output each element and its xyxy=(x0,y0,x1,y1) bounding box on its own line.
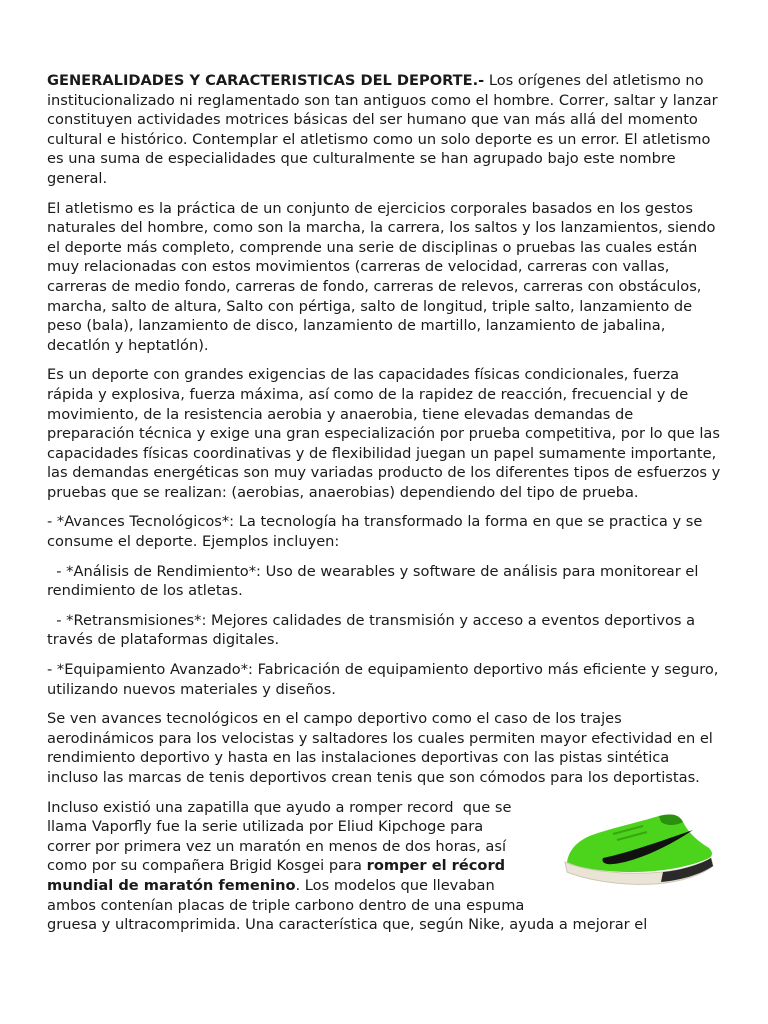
vaporfly-text-bold: romper el récord mundial de maratón femenino xyxy=(47,857,511,894)
paragraph-intro xyxy=(47,71,723,189)
vaporfly-text-before: Incluso existió una zapatilla que ayudo a romper record que se llama Vaporfly fue la serie utilizada por Eliud Kipchoge para correr por primera vez un maratón en menos de dos horas, así como por su compañera Brigid Kosgei para xyxy=(47,798,517,875)
list-item-avances: - *Avances Tecnológicos*: La tecnología ha transformado la forma en que se practica y se consume el deporte. Ejemplos incluyen: xyxy=(47,513,703,551)
list-item-analisis: - *Análisis de Rendimiento*: Uso de wearables y software de análisis para monitorear el rendimiento de los atletas. xyxy=(47,562,704,600)
running-shoe-image xyxy=(543,800,723,892)
running-shoe-icon xyxy=(543,800,723,892)
paragraph-definition: El atletismo es la práctica de un conjunto de ejercicios corporales basados en los gestos naturales del hombre, como son la marcha, la carrera, los saltos y los lanzamientos, siendo el deporte más completo, comprende una serie de disciplinas o pruebas las cuales están muy relacionadas con estos movimientos (carreras de velocidad, carreras con vallas, carreras de medio fondo, carreras de fondo, carreras de relevos, carreras con obstáculos, marcha, salto de altura, Salto con pértiga, salto de longitud, triple salto, lanzamiento de peso (bala), lanzamiento de disco, lanzamiento de martillo, lanzamiento de jabalina, decatlón y heptatlón). xyxy=(47,199,716,354)
intro-text: Los orígenes del atletismo no institucionalizado ni reglamentado son tan antiguos como el hombre. Correr, saltar y lanzar constituyen actividades motrices básicas del ser humano que van más allá del momento cultural e histórico. Contemplar el atletismo como un solo deporte es un error. El atletismo es una suma de especialidades que culturalmente se han agrupado bajo este nombre general. xyxy=(47,72,718,187)
paragraph-demands: Es un deporte con grandes exigencias de las capacidades físicas condicionales, fuerza rápida y explosiva, fuerza máxima, así como de la rapidez de reacción, frecuencial y de movimiento, de la resistencia aerobia y anaerobia, tiene elevadas demandas de preparación técnica y exige una gran especialización por prueba competitiva, por lo que las capacidades físicas coordinativas y de flexibilidad juegan un papel sumamente importante, las demandas energéticas son muy variadas producto de los diferentes tipos de esfuerzos y pruebas que se realizan: (aerobias, anaerobias) dependiendo del tipo de prueba. xyxy=(47,366,721,501)
paragraph-vaporfly xyxy=(47,798,723,935)
vaporfly-text-after: . Los modelos que llevaban ambos contenían placas de triple carbono dentro de una espuma gruesa y ultracomprimida. Una característica que, según Nike, ayuda a mejorar el xyxy=(47,876,648,934)
section-heading: GENERALIDADES Y CARACTERISTICAS DEL DEPORTE.- xyxy=(47,72,485,89)
document-page xyxy=(47,71,723,945)
list-item-retransmisiones: - *Retransmisiones*: Mejores calidades de transmisión y acceso a eventos deportivos a través de plataformas digitales. xyxy=(47,611,700,649)
paragraph-technology: Se ven avances tecnológicos en el campo deportivo como el caso de los trajes aerodinámicos para los velocistas y saltadores los cuales permiten mayor efectividad en el rendimiento deportivo y hasta en las instalaciones deportivas con las pistas sintética incluso las marcas de tenis deportivos crean tenis que son cómodos para los deportistas. xyxy=(47,710,713,786)
list-item-equipamiento: - *Equipamiento Avanzado*: Fabricación de equipamiento deportivo más eficiente y seguro, utilizando nuevos materiales y diseños. xyxy=(47,661,719,698)
